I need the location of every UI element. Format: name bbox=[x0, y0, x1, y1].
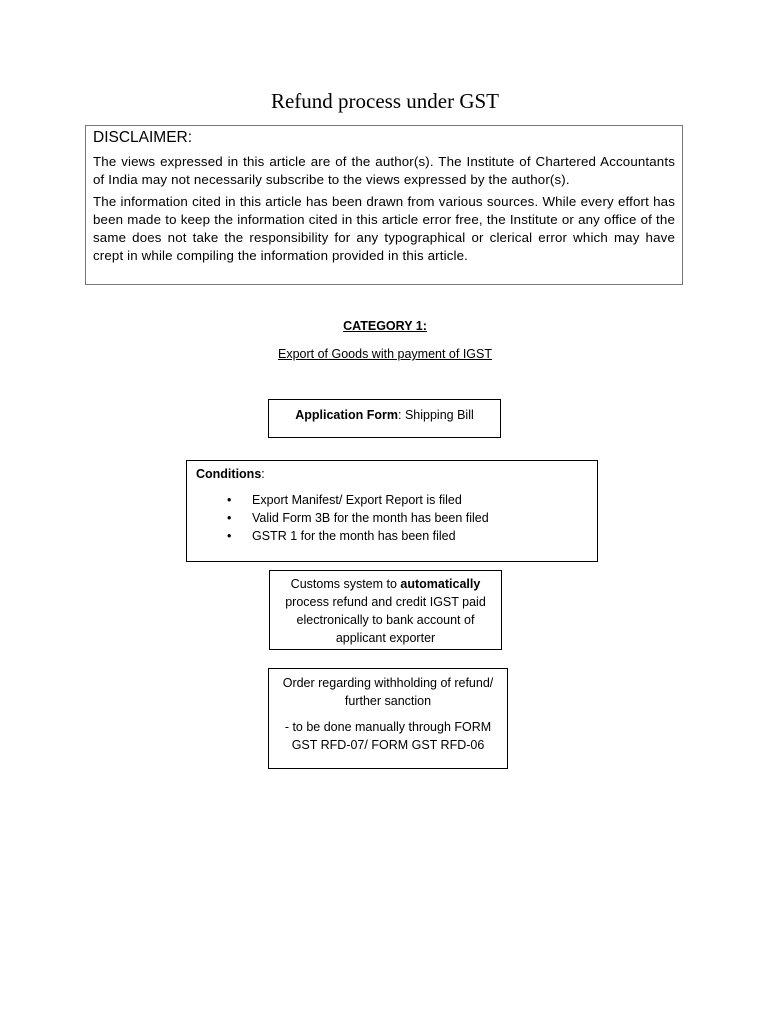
document-title: Refund process under GST bbox=[270, 89, 500, 113]
customs-process-box bbox=[269, 570, 502, 650]
category-subheading: Export of Goods with payment of IGST bbox=[278, 347, 492, 361]
conditions-heading bbox=[196, 465, 588, 483]
condition-item: • Valid Form 3B for the month has been filed bbox=[252, 509, 588, 527]
conditions-box bbox=[186, 460, 598, 562]
order-text-line1: Order regarding withholding of refund/ further sanction bbox=[282, 676, 494, 708]
disclaimer-heading: DISCLAIMER: bbox=[93, 129, 193, 146]
conditions-label-suffix: : bbox=[261, 467, 265, 481]
application-form-value: : Shipping Bill bbox=[398, 408, 474, 422]
application-form-box bbox=[268, 399, 501, 438]
disclaimer-box bbox=[85, 125, 683, 285]
customs-text-emphasis: automatically bbox=[400, 577, 481, 591]
condition-item: • GSTR 1 for the month has been filed bbox=[252, 527, 588, 545]
order-box bbox=[268, 668, 508, 769]
application-form-label: Application Form bbox=[295, 408, 399, 422]
customs-text-suffix: process refund and credit IGST paid electronically to bank account of applicant exporter bbox=[285, 595, 486, 645]
order-text-line2: - to be done manually through FORM GST RFD-07/ FORM GST RFD-06 bbox=[284, 720, 492, 752]
customs-text-prefix: Customs system to bbox=[290, 577, 401, 591]
disclaimer-paragraph-information: The information cited in this article has been drawn from various sources. While every effort has been made to keep the information cited in this article error free, the Institute or any office of the same does not take the responsibility for any typographical or clerical error which may have crept in while compiling the information provided in this article. bbox=[93, 194, 675, 263]
category-heading: CATEGORY 1: bbox=[343, 319, 427, 333]
conditions-label: Conditions bbox=[196, 467, 262, 481]
conditions-list bbox=[196, 491, 588, 545]
disclaimer-paragraph-views: The views expressed in this article are of the author(s). The Institute of Chartered Accountants of India may not necessarily subscribe to the views expressed by the author(s). bbox=[93, 154, 675, 187]
condition-item: • Export Manifest/ Export Report is filed bbox=[252, 491, 588, 509]
